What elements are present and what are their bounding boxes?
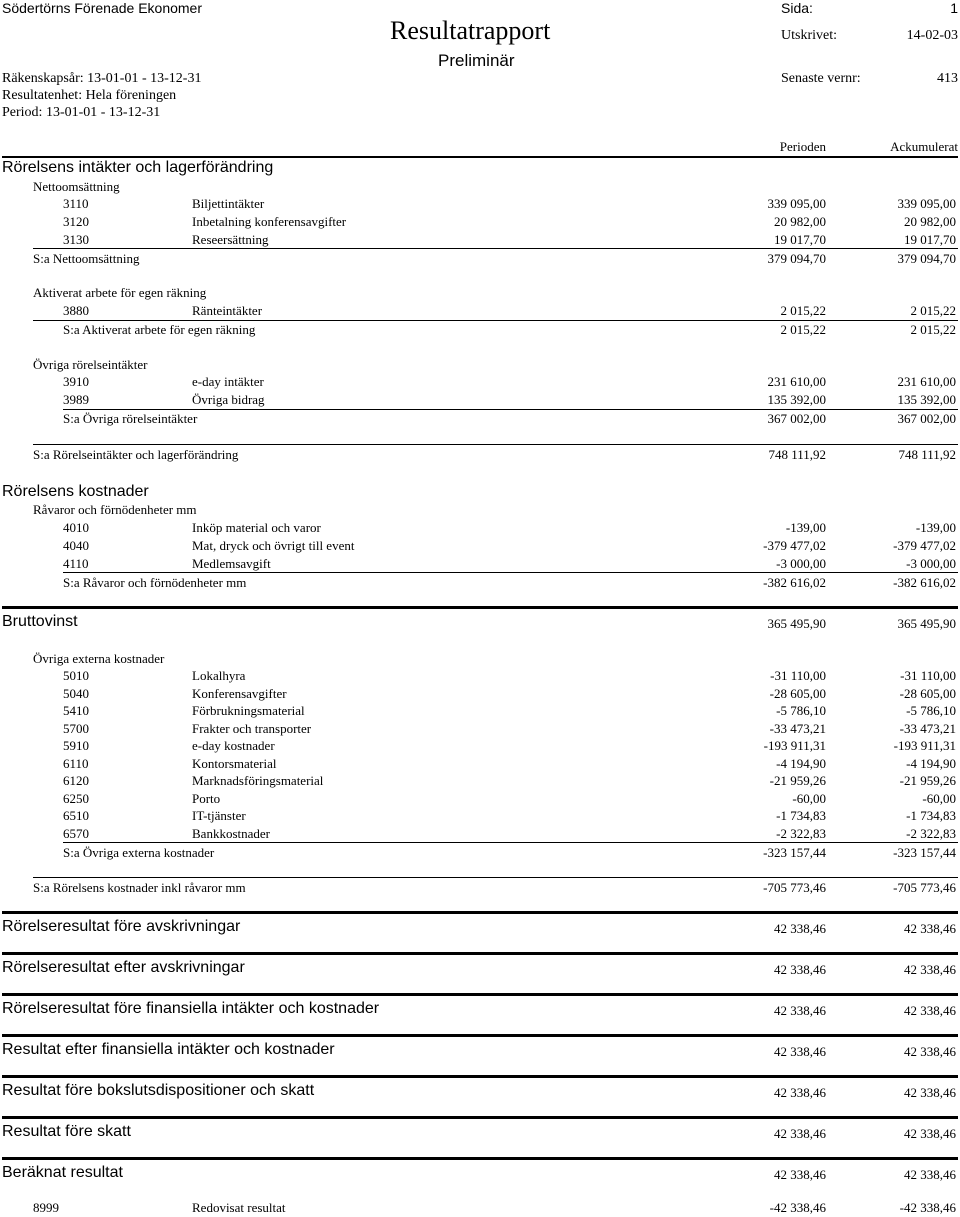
amount-accumulated: 20 982,00	[904, 214, 956, 229]
account-name: Inbetalning konferensavgifter	[192, 214, 347, 229]
result-label: Rörelseresultat före finansiella intäkter och kostnader	[2, 1000, 380, 1017]
account-number: 8999	[33, 1200, 59, 1215]
account-number: 3110	[63, 196, 89, 211]
account-name: Redovisat resultat	[192, 1200, 286, 1215]
subtotal-label: S:a Övriga rörelseintäkter	[63, 411, 198, 426]
subtotal-accumulated: 2 015,22	[910, 322, 956, 337]
version-label: Senaste vernr:	[781, 71, 861, 86]
account-name: e-day intäkter	[192, 374, 264, 389]
result-period: 42 338,46	[774, 1085, 826, 1100]
amount-accumulated: -42 338,46	[899, 1200, 956, 1215]
subtotal-period: 367 002,00	[767, 411, 826, 426]
amount-accumulated: -379 477,02	[893, 538, 956, 553]
subtotal-rule	[63, 572, 958, 573]
subtotal-period: -323 157,44	[763, 845, 826, 860]
result-period: 42 338,46	[774, 1044, 826, 1059]
result-accumulated: 42 338,46	[904, 962, 956, 977]
amount-period: -3 000,00	[776, 556, 826, 571]
result-accumulated: 42 338,46	[904, 1126, 956, 1141]
subtotal-accumulated: 379 094,70	[897, 251, 956, 266]
account-number: 5010	[63, 668, 89, 683]
amount-accumulated: -3 000,00	[906, 556, 956, 571]
amount-period: -33 473,21	[769, 721, 826, 736]
account-number: 4040	[63, 538, 89, 553]
amount-accumulated: 19 017,70	[904, 232, 956, 247]
result-period: 42 338,46	[774, 1003, 826, 1018]
page-label: Sida:	[781, 0, 813, 16]
group-title-external-costs: Övriga externa kostnader	[33, 651, 165, 666]
period-range: Period: 13-01-01 - 13-12-31	[2, 105, 161, 120]
gross-profit-accumulated: 365 495,90	[897, 616, 956, 631]
subtotal-rule	[63, 409, 958, 410]
amount-accumulated: -193 911,31	[893, 738, 956, 753]
account-number: 6110	[63, 756, 89, 771]
account-name: Konferensavgifter	[192, 686, 287, 701]
account-number: 3130	[63, 232, 89, 247]
account-name: IT-tjänster	[192, 808, 246, 823]
result-period: 42 338,46	[774, 962, 826, 977]
printed-label: Utskrivet:	[781, 28, 837, 43]
subtotal-rule	[33, 320, 958, 321]
amount-period: -4 194,90	[776, 756, 826, 771]
account-number: 3989	[63, 392, 89, 407]
total-label-costs: S:a Rörelsens kostnader inkl råvaror mm	[33, 880, 246, 895]
amount-accumulated: -28 605,00	[899, 686, 956, 701]
amount-accumulated: -21 959,26	[899, 773, 956, 788]
result-period: 42 338,46	[774, 921, 826, 936]
group-title-materials: Råvaror och förnödenheter mm	[33, 502, 197, 517]
section-title-revenue: Rörelsens intäkter och lagerförändring	[2, 159, 274, 176]
amount-accumulated: 231 610,00	[897, 374, 956, 389]
amount-accumulated: -2 322,83	[906, 826, 956, 841]
result-label: Resultat före bokslutsdispositioner och skatt	[2, 1082, 315, 1099]
account-number: 5700	[63, 721, 89, 736]
amount-accumulated: -4 194,90	[906, 756, 956, 771]
account-name: Porto	[192, 791, 221, 806]
section-title-costs: Rörelsens kostnader	[2, 483, 149, 500]
account-name: Reseersättning	[192, 232, 269, 247]
account-name: Ränteintäkter	[192, 303, 263, 318]
account-name: Förbrukningsmaterial	[192, 703, 305, 718]
group-title-capitalized-work: Aktiverat arbete för egen räkning	[33, 285, 207, 300]
total-accumulated-costs: -705 773,46	[893, 880, 956, 895]
account-name: Övriga bidrag	[192, 392, 265, 407]
fiscal-year: Räkenskapsår: 13-01-01 - 13-12-31	[2, 71, 202, 86]
subtotal-label: S:a Aktiverat arbete för egen räkning	[63, 322, 256, 337]
amount-period: 135 392,00	[767, 392, 826, 407]
page-number: 1	[950, 0, 958, 16]
amount-period: -28 605,00	[769, 686, 826, 701]
version-number: 413	[937, 71, 958, 86]
amount-period: -193 911,31	[763, 738, 826, 753]
account-number: 6120	[63, 773, 89, 788]
subtotal-accumulated: -323 157,44	[893, 845, 956, 860]
account-name: Frakter och transporter	[192, 721, 312, 736]
result-rule	[2, 1034, 958, 1037]
account-name: Mat, dryck och övrigt till event	[192, 538, 355, 553]
amount-period: -1 734,83	[776, 808, 826, 823]
account-number: 5910	[63, 738, 89, 753]
amount-period: 19 017,70	[774, 232, 826, 247]
subtotal-period: 2 015,22	[780, 322, 826, 337]
total-label-revenue: S:a Rörelseintäkter och lagerförändring	[33, 447, 239, 462]
result-accumulated: 42 338,46	[904, 921, 956, 936]
report-subtitle: Preliminär	[438, 51, 515, 70]
subtotal-label: S:a Råvaror och förnödenheter mm	[63, 575, 247, 590]
account-number: 3120	[63, 214, 89, 229]
subtotal-period: -382 616,02	[763, 575, 826, 590]
account-number: 4010	[63, 520, 89, 535]
subtotal-accumulated: 367 002,00	[897, 411, 956, 426]
account-number: 3910	[63, 374, 89, 389]
column-header-accumulated: Ackumulerat	[890, 139, 958, 154]
subtotal-period: 379 094,70	[767, 251, 826, 266]
account-name: e-day kostnader	[192, 738, 275, 753]
result-accumulated: 42 338,46	[904, 1085, 956, 1100]
gross-profit-label: Bruttovinst	[2, 613, 78, 630]
account-number: 6510	[63, 808, 89, 823]
result-label: Rörelseresultat efter avskrivningar	[2, 959, 245, 976]
total-rule	[33, 877, 958, 878]
result-rule	[2, 911, 958, 914]
account-name: Lokalhyra	[192, 668, 246, 683]
amount-period: 20 982,00	[774, 214, 826, 229]
account-number: 6570	[63, 826, 89, 841]
result-rule	[2, 1116, 958, 1119]
amount-period: -2 322,83	[776, 826, 826, 841]
column-header-period: Perioden	[779, 139, 826, 154]
subtotal-accumulated: -382 616,02	[893, 575, 956, 590]
result-rule	[2, 952, 958, 955]
account-name: Kontorsmaterial	[192, 756, 277, 771]
amount-period: -21 959,26	[769, 773, 826, 788]
subtotal-rule	[63, 842, 958, 843]
result-accumulated: 42 338,46	[904, 1003, 956, 1018]
result-label: Resultat efter finansiella intäkter och kostnader	[2, 1041, 335, 1058]
amount-period: -5 786,10	[776, 703, 826, 718]
account-number: 5410	[63, 703, 89, 718]
amount-accumulated: -1 734,83	[906, 808, 956, 823]
report-title: Resultatrapport	[390, 16, 551, 45]
result-period: 42 338,46	[774, 1167, 826, 1182]
amount-accumulated: -33 473,21	[899, 721, 956, 736]
account-number: 4110	[63, 556, 89, 571]
result-unit: Resultatenhet: Hela föreningen	[2, 88, 177, 103]
result-accumulated: 42 338,46	[904, 1044, 956, 1059]
account-number: 6250	[63, 791, 89, 806]
account-number: 5040	[63, 686, 89, 701]
subtotal-label: S:a Nettoomsättning	[33, 251, 140, 266]
amount-period: -139,00	[785, 520, 826, 535]
amount-accumulated: -5 786,10	[906, 703, 956, 718]
account-name: Marknadsföringsmaterial	[192, 773, 324, 788]
amount-accumulated: -139,00	[915, 520, 956, 535]
amount-period: 231 610,00	[767, 374, 826, 389]
result-rule	[2, 993, 958, 996]
subtotal-rule	[33, 248, 958, 249]
account-number: 3880	[63, 303, 89, 318]
result-accumulated: 42 338,46	[904, 1167, 956, 1182]
organization-name: Södertörns Förenade Ekonomer	[2, 0, 202, 16]
amount-period: -379 477,02	[763, 538, 826, 553]
account-name: Bankkostnader	[192, 826, 270, 841]
group-title-other-income: Övriga rörelseintäkter	[33, 357, 148, 372]
amount-accumulated: 2 015,22	[910, 303, 956, 318]
account-name: Biljettintäkter	[192, 196, 265, 211]
result-period: 42 338,46	[774, 1126, 826, 1141]
amount-accumulated: -31 110,00	[900, 668, 956, 683]
total-period-costs: -705 773,46	[763, 880, 826, 895]
total-accumulated-revenue: 748 111,92	[898, 447, 956, 462]
printed-date: 14-02-03	[906, 28, 958, 43]
gross-profit-rule	[2, 606, 958, 609]
result-label: Rörelseresultat före avskrivningar	[2, 918, 241, 935]
amount-period: -42 338,46	[769, 1200, 826, 1215]
total-rule	[33, 444, 958, 445]
subtotal-label: S:a Övriga externa kostnader	[63, 845, 215, 860]
header-divider	[2, 156, 958, 158]
account-name: Medlemsavgift	[192, 556, 271, 571]
amount-period: -60,00	[792, 791, 826, 806]
result-label: Beräknat resultat	[2, 1164, 123, 1181]
amount-period: 339 095,00	[767, 196, 826, 211]
amount-period: 2 015,22	[780, 303, 826, 318]
result-rule	[2, 1075, 958, 1078]
total-period-revenue: 748 111,92	[768, 447, 826, 462]
result-rule	[2, 1157, 958, 1160]
amount-period: -31 110,00	[770, 668, 826, 683]
group-title-net-sales: Nettoomsättning	[33, 179, 120, 194]
amount-accumulated: 135 392,00	[897, 392, 956, 407]
result-label: Resultat före skatt	[2, 1123, 131, 1140]
gross-profit-period: 365 495,90	[767, 616, 826, 631]
amount-accumulated: -60,00	[922, 791, 956, 806]
amount-accumulated: 339 095,00	[897, 196, 956, 211]
account-name: Inköp material och varor	[192, 520, 321, 535]
